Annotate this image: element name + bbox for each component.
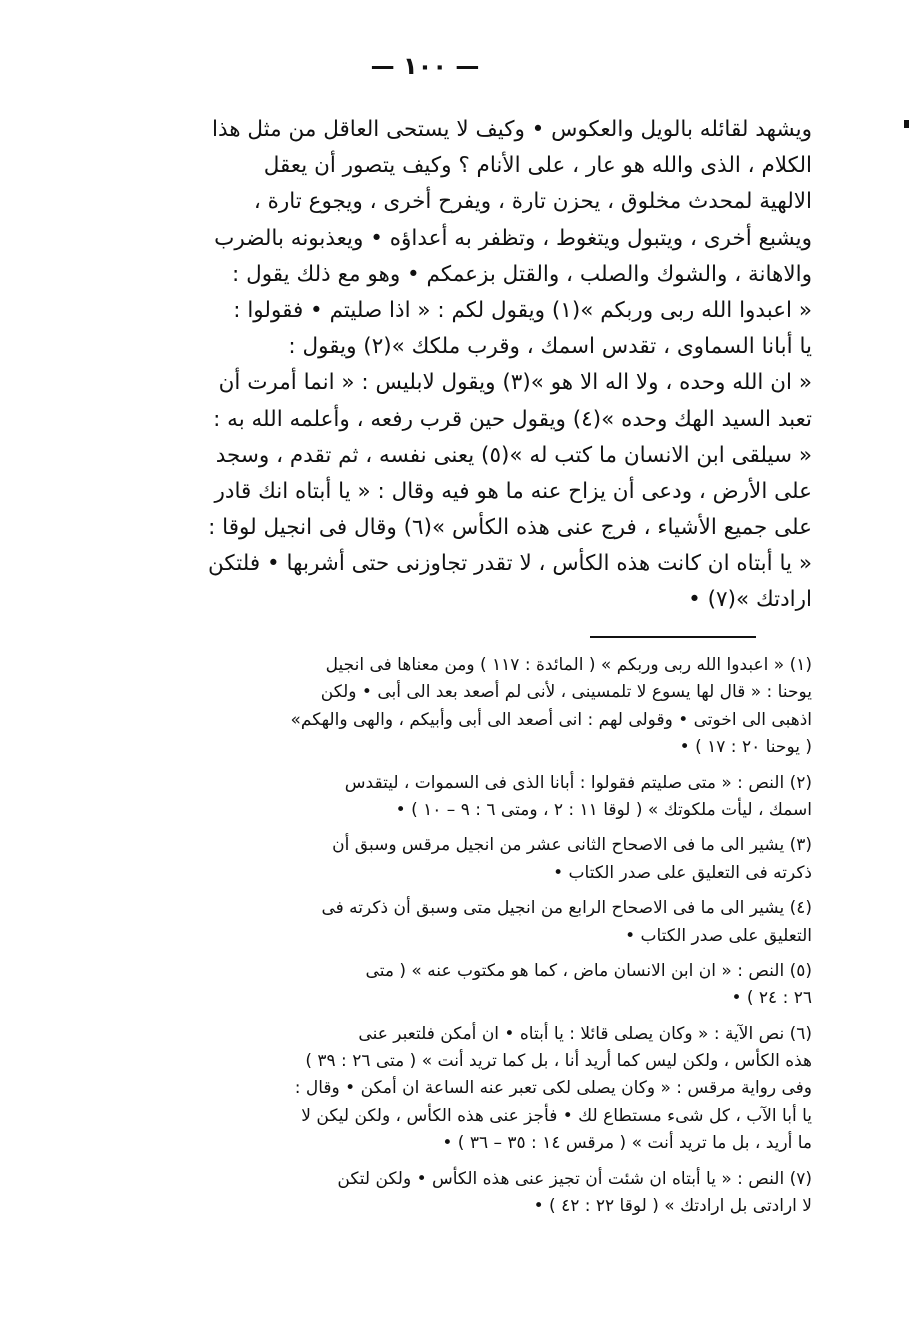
page-number: — ١٠٠ —	[370, 52, 480, 80]
footnote	[92, 770, 812, 825]
main-text-line: « يا أبتاه ان كانت هذه الكأس ، لا تقدر تجاوزنى حتى أشربها • فلتكن	[208, 551, 812, 577]
footnote-line: التعليق على صدر الكتاب •	[625, 925, 812, 946]
footnote-separator	[590, 636, 756, 638]
footnote	[92, 1021, 812, 1158]
footnotes-block	[92, 652, 812, 1220]
footnote-line: (٥) النص : « ان ابن الانسان ماض ، كما هو مكتوب عنه » ( متى	[365, 960, 812, 981]
footnote-line: ذكرته فى التعليق على صدر الكتاب •	[553, 862, 812, 883]
footnote-line: ٢٦ : ٢٤ ) •	[731, 988, 812, 1009]
footnote	[92, 652, 812, 762]
footnote	[92, 895, 812, 950]
footnote-line: (٧) النص : « يا أبتاه ان شئت أن تجيز عنى هذه الكأس • ولكن لتكن	[337, 1168, 812, 1189]
footnote-line: اذهبى الى اخوتى • وقولى لهم : انى أصعد الى أبى وأبيكم ، والهى والهكم»	[290, 709, 812, 730]
main-text-line: ارادتك »(٧) •	[688, 587, 812, 613]
footnote	[92, 1166, 812, 1221]
main-text-line: يا أبانا السماوى ، تقدس اسمك ، وقرب ملكك »(٢) ويقول :	[288, 334, 812, 360]
footnote-gap	[92, 824, 812, 832]
footnote-line: ما أريد ، بل ما تريد أنت » ( مرقس ١٤ : ٣٥ – ٣٦ ) •	[442, 1133, 812, 1154]
main-text-line: على جميع الأشياء ، فرج عنى هذه الكأس »(٦) وقال فى انجيل لوقا :	[208, 515, 812, 541]
footnote-line: (٦) نص الآية : « وكان يصلى قائلا : يا أبتاه • ان أمكن فلتعبر عنى	[358, 1023, 812, 1044]
footnote-line: (١) « اعبدوا الله ربى وربكم » ( المائدة : ١١٧ ) ومن معناها فى انجيل	[325, 655, 812, 675]
footnote-line: (٤) يشير الى ما فى الاصحاح الرابع من انجيل متى وسبق أن ذكرته فى	[321, 898, 812, 919]
main-text-line: « اعبدوا الله ربى وربكم »(١) ويقول لكم : « اذا صليتم • فقولوا :	[233, 297, 812, 323]
footnote-gap	[92, 1013, 812, 1021]
main-text-line: « ان الله وحده ، ولا اله الا هو »(٣) ويقول لابليس : « انما أمرت أن	[218, 370, 812, 396]
footnote	[92, 958, 812, 1013]
footnote-gap	[92, 887, 812, 895]
main-text-line: الكلام ، الذى والله هو عار ، على الأنام ؟ وكيف يتصور أن يعقل	[263, 153, 812, 179]
footnote-line: يا أبا الآب ، كل شىء مستطاع لك • فأجز عنى هذه الكأس ، ولكن ليكن لا	[301, 1105, 812, 1126]
footnote-line: وفى رواية مرقس : « وكان يصلى لكى تعبر عنه الساعة ان أمكن • وقال :	[294, 1078, 812, 1099]
main-text-line: ويشبع أخرى ، ويتبول ويتغوط ، وتظفر به أعداؤه • ويعذبونه بالضرب	[214, 225, 812, 251]
main-text-line: والاهانة ، والشوك والصلب ، والقتل بزعمكم • وهو مع ذلك يقول :	[232, 261, 812, 287]
main-text-line: الالهية لمحدث مخلوق ، يحزن تارة ، ويفرح أخرى ، ويجوع تارة ،	[253, 189, 812, 215]
footnote-gap	[92, 762, 812, 770]
main-text-line: تعبد السيد الهك وحده »(٤) ويقول حين قرب رفعه ، وأعلمه الله به :	[213, 406, 812, 432]
footnote-line: اسمك ، ليأت ملكوتك » ( لوقا ١١ : ٢ ، ومتى ٦ : ٩ – ١٠ ) •	[395, 799, 812, 820]
footnote-gap	[92, 1158, 812, 1166]
main-text-line: « سيلقى ابن الانسان ما كتب له »(٥) يعنى نفسه ، ثم تقدم ، وسجد	[215, 442, 812, 468]
footnote-line: لا ارادتى بل ارادتك » ( لوقا ٢٢ : ٤٢ ) •	[533, 1196, 812, 1217]
footnote-gap	[92, 950, 812, 958]
footnote-line: يوحنا : « قال لها يسوع لا تلمسينى ، لأنى لم أصعد بعد الى أبى • ولكن	[320, 682, 812, 703]
footnote-line: هذه الكأس ، ولكن ليس كما أريد أنا ، بل كما تريد أنت » ( متى ٢٦ : ٣٩ )	[305, 1051, 812, 1072]
margin-mark	[904, 120, 909, 128]
footnote-line: ( يوحنا ٢٠ : ١٧ ) •	[679, 737, 812, 758]
footnote	[92, 832, 812, 887]
main-text-line: ويشهد لقائله بالويل والعكوس • وكيف لا يستحى العاقل من مثل هذا	[211, 117, 812, 142]
footnote-line: (٢) النص : « متى صليتم فقولوا : أبانا الذى فى السموات ، ليتقدس	[344, 772, 812, 793]
main-text-block	[92, 112, 812, 619]
footnote-line: (٣) يشير الى ما فى الاصحاح الثانى عشر من انجيل مرقس وسبق أن	[332, 835, 812, 856]
main-text-line: على الأرض ، ودعى أن يزاح عنه ما هو فيه وقال : « يا أبتاه انك قادر	[214, 478, 812, 504]
